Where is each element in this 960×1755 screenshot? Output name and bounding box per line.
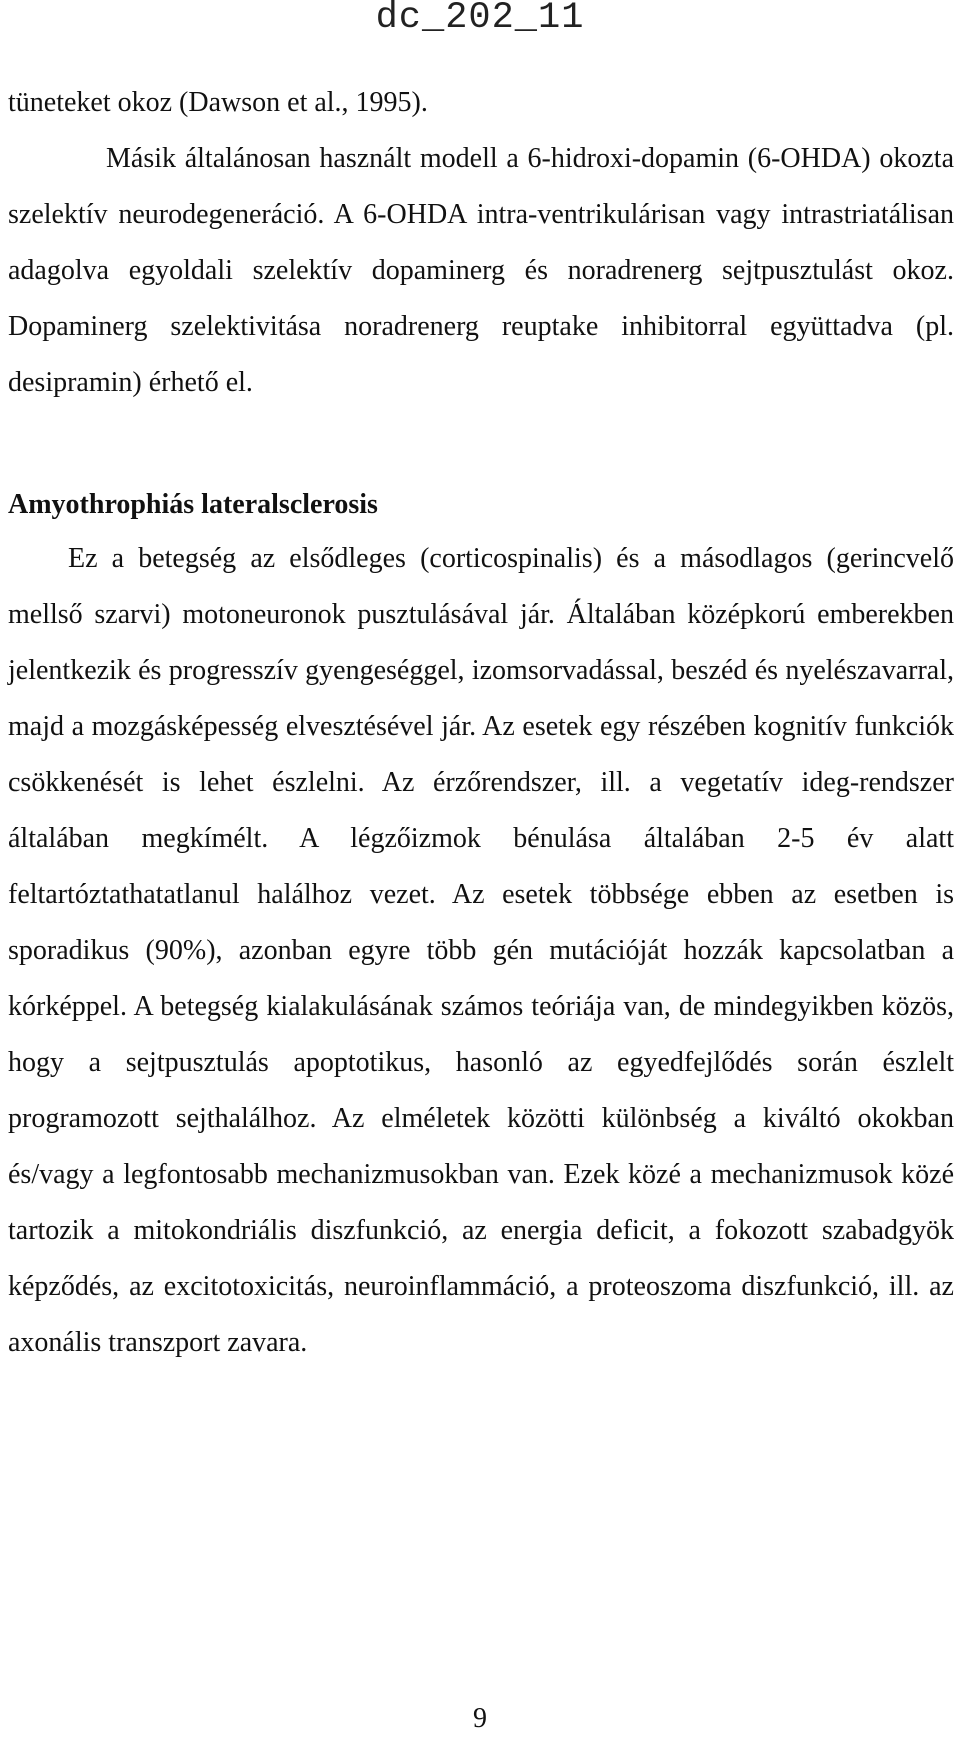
document-body (8, 75, 954, 1371)
paragraph-6ohda-model: Másik általánosan használt modell a 6-hidroxi-dopamin (6-OHDA) okozta szelektív neurodegeneráció. A 6-OHDA intra-ventrikulárisan vagy intrastriatálisan adagolva egyoldali szelektív dopaminerg és noradrenerg sejtpusztulást okoz. Dopaminerg szelektivitása noradrenerg reuptake inhibitorral együttadva (pl. desipramin) érhető el. (8, 143, 954, 398)
section-spacer (8, 411, 954, 479)
page-number: 9 (473, 1703, 487, 1734)
document-header-code: dc_202_11 (375, 0, 585, 39)
section-heading-als: Amyothrophiás lateralsclerosis (8, 489, 378, 520)
paragraph-als-description: Ez a betegség az elsődleges (corticospinalis) és a másodlagos (gerincvelő mellső szarvi) motoneuronok pusztulásával jár. Általában középkorú emberekben jelentkezik és progresszív gyengeséggel, izomsorvadással, beszéd és nyelészavarral, majd a mozgásképesség elvesztésével jár. Az esetek egy részében kognitív funkciók csökkenését is lehet észlelni. Az érzőrendszer, ill. a vegetatív ideg-rendszer általában megkímélt. A légzőizmok bénulása általában 2-5 év alatt feltartóztathatatlanul halálhoz vezet. Az esetek többsége ebben az esetben is sporadikus (90%), azonban egyre több gén mutációját hozzák kapcsolatban a kórképpel. A betegség kialakulásának számos teóriája van, de mindegyikben közös, hogy a sejtpusztulás apoptotikus, hasonló az egyedfejlődés során észlelt programozott sejthalálhoz. Az elméletek közötti különbség a kiváltó okokban és/vagy a legfontosabb mechanizmusokban van. Ezek közé a mechanizmusok közé tartozik a mitokondriális diszfunkció, az energia deficit, a fokozott szabadgyök képződés, az excitotoxicitás, neuroinflammáció, a proteoszoma diszfunkció, ill. az axonális transzport zavara. (8, 543, 954, 1358)
paragraph-continuation: tüneteket okoz (Dawson et al., 1995). (8, 87, 428, 118)
